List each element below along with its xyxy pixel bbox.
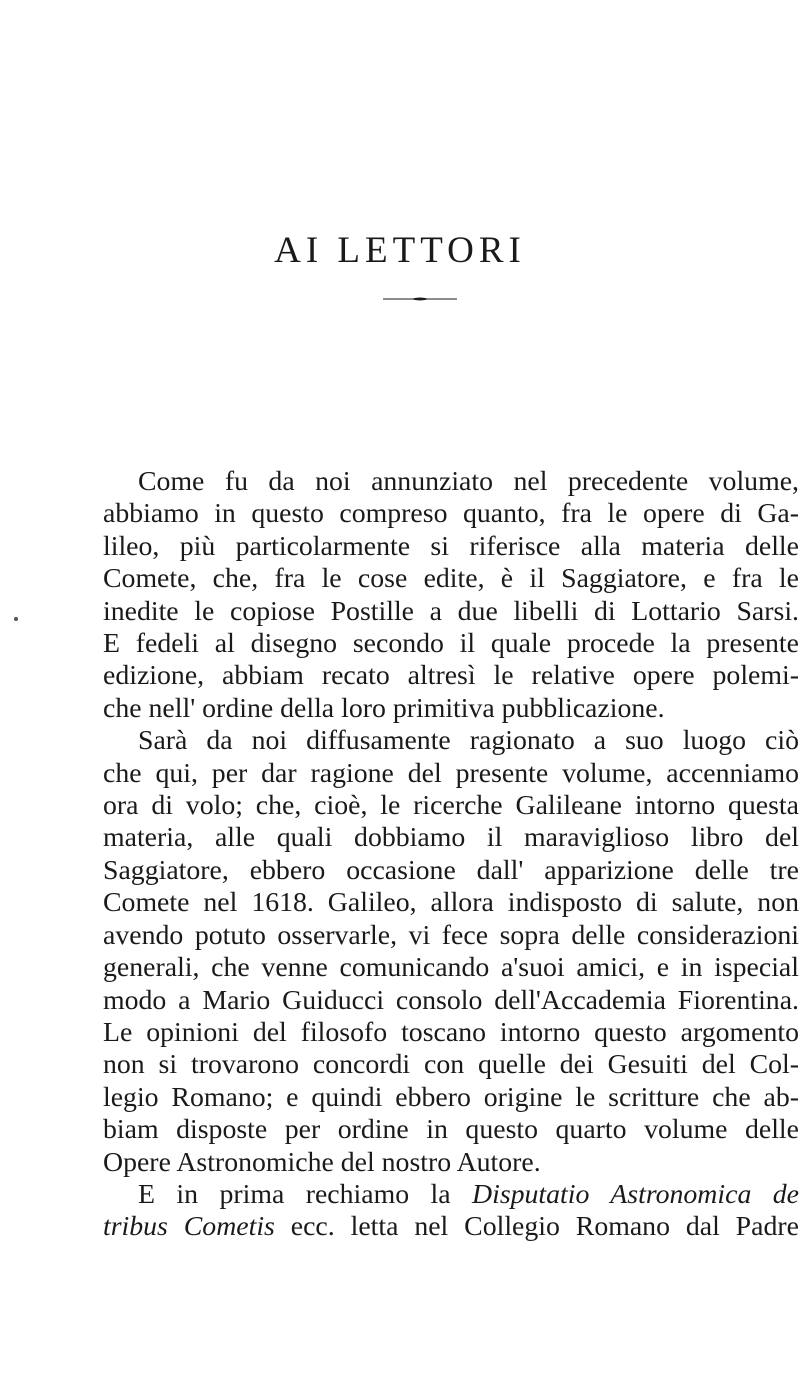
text-line: Sarà da noi diffusamente ragionato a suo luogo ciò <box>138 725 799 757</box>
body-text <box>103 466 799 1244</box>
text-line: Opere Astronomiche del nostro Autore. <box>103 1146 541 1178</box>
text-line: E in prima rechiamo la Disputatio Astronomica de <box>138 1178 799 1210</box>
text-line: che qui, per dar ragione del presente volume, accenniamo <box>103 757 799 789</box>
page-blemish <box>14 617 18 621</box>
text-line: Comete nel 1618. Galileo, allora indisposto di salute, non <box>103 887 799 919</box>
text-line: inedite le copiose Postille a due libelli di Lottario Sarsi. <box>103 595 799 627</box>
text-line: modo a Mario Guiducci consolo dell'Accademia Fiorentina. <box>103 984 799 1016</box>
text-line: materia, alle quali dobbiamo il maraviglioso libro del <box>103 822 799 854</box>
text-line: che nell' ordine della loro primitiva pubblicazione. <box>103 692 665 724</box>
text-line: Saggiatore, ebbero occasione dall' apparizione delle tre <box>103 854 799 886</box>
text-line: ora di volo; che, cioè, le ricerche Galileane intorno questa <box>103 790 799 822</box>
text-line: Comete, che, fra le cose edite, è il Saggiatore, e fra le <box>103 563 799 595</box>
text-line: E fedeli al disegno secondo il quale procede la presente <box>103 628 799 660</box>
italic-title: Disputatio Astronomica de <box>472 1178 799 1210</box>
text-line: lileo, più particolarmente si riferisce alla materia delle <box>103 530 799 562</box>
text-line: biam disposte per ordine in questo quarto volume delle <box>103 1114 799 1146</box>
text-line: tribus Cometis ecc. letta nel Collegio Romano dal Padre <box>103 1211 799 1243</box>
text-line: non si trovarono concordi con quelle dei Gesuiti del Col- <box>103 1049 799 1081</box>
ornament-rule-icon <box>383 296 457 302</box>
text-line: legio Romano; e quindi ebbero origine le scritture che ab- <box>103 1081 799 1113</box>
text-line: Le opinioni del filosofo toscano intorno questo argomento <box>103 1016 799 1048</box>
italic-title: tribus Cometis <box>103 1211 275 1243</box>
text-line: abbiamo in questo compreso quanto, fra le opere di Ga- <box>103 498 799 530</box>
text-line: avendo potuto osservarle, vi fece sopra delle considerazioni <box>103 919 799 951</box>
text-line: edizione, abbiam recato altresì le relative opere polemi- <box>103 660 799 692</box>
page-heading: AI LETTORI <box>274 230 526 271</box>
text-line: Come fu da noi annunziato nel precedente volume, <box>138 466 799 497</box>
text-line: generali, che venne comunicando a'suoi amici, e in ispecial <box>103 952 799 984</box>
